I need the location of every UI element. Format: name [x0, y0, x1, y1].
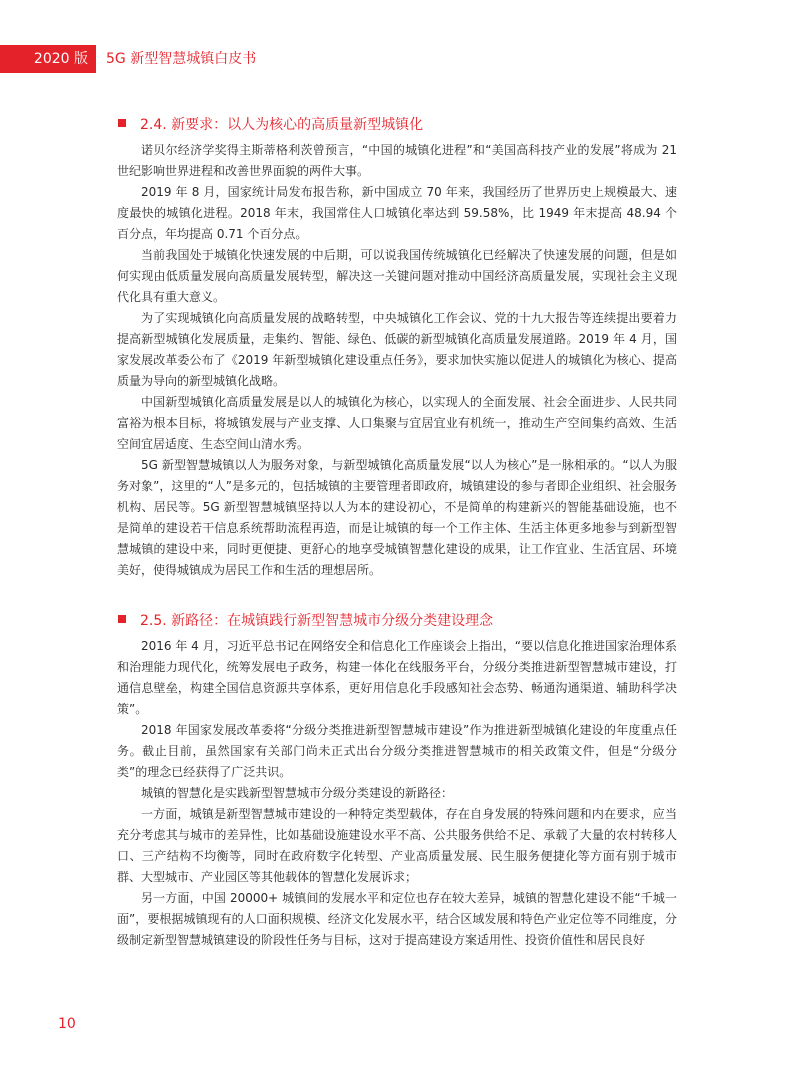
section-heading-text: 2.5. 新路径：在城镇践行新型智慧城市分级分类建设理念 [140, 613, 494, 629]
paragraph: 诺贝尔经济学奖得主斯蒂格利茨曾预言，“中国的城镇化进程”和“美国高科技产业的发展”将成为 21 世纪影响世界进程和改善世界面貌的两件大事。 [117, 143, 677, 178]
square-bullet-icon [118, 615, 126, 623]
section-2-4-body [117, 140, 677, 581]
paragraph: 为了实现城镇化向高质量发展的战略转型，中央城镇化工作会议、党的十九大报告等连续提出要着力提高新型城镇化发展质量，走集约、智能、绿色、低碳的新型城镇化高质量发展道路。2019 年 4 月，国家发展改革委公布了《2019 年新型城镇化建设重点任务》，要求加快实施以促进人的城镇化为核心、提高质量为导向的新型城镇化战略。 [117, 311, 677, 388]
paragraph: 5G 新型智慧城镇以人为服务对象，与新型城镇化高质量发展“以人为核心”是一脉相承的。“以人为服务对象”，这里的“人”是多元的，包括城镇的主要管理者即政府，城镇建设的参与者即企业组织、社会服务机构、居民等。5G 新型智慧城镇坚持以人为本的建设初心，不是简单的构建新兴的智能基础设施，也不是简单的建设若干信息系统帮助流程再造，而是让城镇的每一个工作主体、生活主体更多地参与到新型智慧城镇的建设中来，同时更便捷、更舒心的地享受城镇智慧化建设的成果，让工作宜业、生活宜居、环境美好，使得城镇成为居民工作和生活的理想居所。 [117, 458, 677, 577]
document-title: 5G 新型智慧城镇白皮书 [106, 51, 257, 67]
edition-label: 2020 版 [33, 51, 88, 67]
edition-tab [0, 45, 96, 73]
paragraph: 中国新型城镇化高质量发展是以人的城镇化为核心，以实现人的全面发展、社会全面进步、人民共同富裕为根本目标，将城镇发展与产业支撑、人口集聚与宜居宜业有机统一，推动生产空间集约高效、生活空间宜居适度、生态空间山清水秀。 [117, 395, 677, 451]
paragraph: 一方面，城镇是新型智慧城市建设的一种特定类型载体，存在自身发展的特殊问题和内在要求，应当充分考虑其与城市的差异性，比如基础设施建设水平不高、公共服务供给不足、承载了大量的农村转移人口、三产结构不均衡等，同时在政府数字化转型、产业高质量发展、民生服务便捷化等方面有别于城市群、大型城市、产业园区等其他载体的智慧化发展诉求； [117, 807, 677, 884]
paragraph: 城镇的智慧化是实践新型智慧城市分级分类建设的新路径： [141, 786, 454, 800]
section-heading-text: 2.4. 新要求：以人为核心的高质量新型城镇化 [140, 117, 424, 133]
page-number: 10 [58, 1016, 76, 1032]
paragraph: 2018 年国家发展改革委将“分级分类推进新型智慧城市建设”作为推进新型城镇化建设的年度重点任务。截止目前，虽然国家有关部门尚未正式出台分级分类推进智慧城市的相关政策文件，但是“分级分类”的理念已经获得了广泛共识。 [117, 723, 677, 779]
paragraph: 2016 年 4 月，习近平总书记在网络安全和信息化工作座谈会上指出，“要以信息化推进国家治理体系和治理能力现代化，统筹发展电子政务，构建一体化在线服务平台，分级分类推进新型智慧城市建设，打通信息壁垒，构建全国信息资源共享体系，更好用信息化手段感知社会态势、畅通沟通渠道、辅助科学决策”。 [117, 639, 677, 716]
section-heading-2-4 [118, 114, 423, 134]
square-bullet-icon [118, 119, 126, 127]
paragraph: 当前我国处于城镇化快速发展的中后期，可以说我国传统城镇化已经解决了快速发展的问题，但是如何实现由低质量发展向高质量发展转型，解决这一关键问题对推动中国经济高质量发展，实现社会主义现代化具有重大意义。 [117, 248, 677, 304]
section-heading-2-5 [118, 610, 493, 630]
paragraph: 另一方面，中国 20000+ 城镇间的发展水平和定位也存在较大差异，城镇的智慧化建设不能“千城一面”，要根据城镇现有的人口面积规模、经济文化发展水平，结合区域发展和特色产业定位等不同维度，分级制定新型智慧城镇建设的阶段性任务与目标，这对于提高建设方案适用性、投资价值性和居民良好 [117, 891, 677, 947]
paragraph: 2019 年 8 月，国家统计局发布报告称，新中国成立 70 年来，我国经历了世界历史上规模最大、速度最快的城镇化进程。2018 年末，我国常住人口城镇化率达到 59.58%，比 1949 年末提高 48.94 个百分点，年均提高 0.71 个百分点。 [117, 185, 677, 241]
section-2-5-body [117, 636, 677, 951]
